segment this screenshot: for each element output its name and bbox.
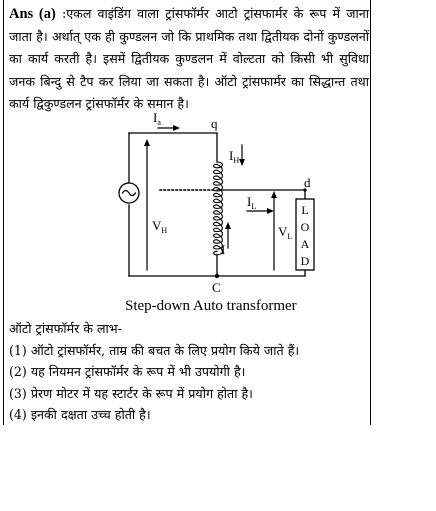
current-h-label: $I_H$	[229, 148, 240, 165]
advantage-item: (2) यह नियमन ट्रांसफॉर्मर के रूप में भी उपयोगी है।	[9, 364, 246, 379]
current-arrows	[147, 128, 274, 270]
advantage-item: (4) इनकी दक्षता उच्च होती है।	[9, 407, 151, 422]
answer-text: :एकल वाइंडिंग वाला ट्रांसफॉर्मर आटो ट्रांसफार्मर के रूप में जाना जाता है। अर्थात् एक ही कुण्डलन जो कि प्राथमिक तथा द्वितीयक दोनों कुण्डलनों का कार्य करती है। इसमें द्वितीयक कुण्डलन में वोल्टता को किसी भी सुविधा जनक बिन्दु से टैप कर लिया जा सकता है। ऑटो ट्रांसफार्मर का सिद्धान्त तथा कार्य द्विकुण्डलन ट्रांसफॉर्मर के समान है।	[9, 6, 369, 112]
current-common-label: I	[221, 242, 226, 257]
ac-source-icon	[119, 183, 139, 203]
answer-label: Ans (a)	[9, 6, 56, 22]
voltage-h-label: $V_H$	[152, 218, 168, 235]
node-c-dot	[215, 274, 219, 278]
arrow-heads	[144, 125, 277, 229]
diagram-caption: Step-down Auto transformer	[125, 298, 297, 314]
node-q-label: q	[211, 116, 218, 131]
voltage-l-label: $V_L$	[278, 224, 293, 241]
node-c-label: C	[212, 280, 221, 295]
load-letter: L	[301, 203, 309, 217]
load-letter: D	[300, 254, 310, 268]
node-d-label: d	[304, 175, 311, 190]
load-letter: O	[300, 220, 310, 234]
current-l-label: $I_L$	[247, 194, 257, 211]
transformer-coil-icon	[214, 162, 226, 257]
advantage-item: (1) ऑटो ट्रांसफॉर्मर, ताम्र की बचत के लिए प्रयोग किये जाते हैं।	[9, 343, 300, 358]
advantage-item: (3) प्रेरण मोटर में यह स्टार्टर के रूप में प्रयोग होता है।	[9, 386, 253, 401]
load-letter: A	[300, 237, 310, 251]
advantages-title: ऑटो ट्रांसफॉर्मर के लाभ-	[9, 321, 122, 336]
current-in-label: $I_a$	[153, 110, 161, 127]
